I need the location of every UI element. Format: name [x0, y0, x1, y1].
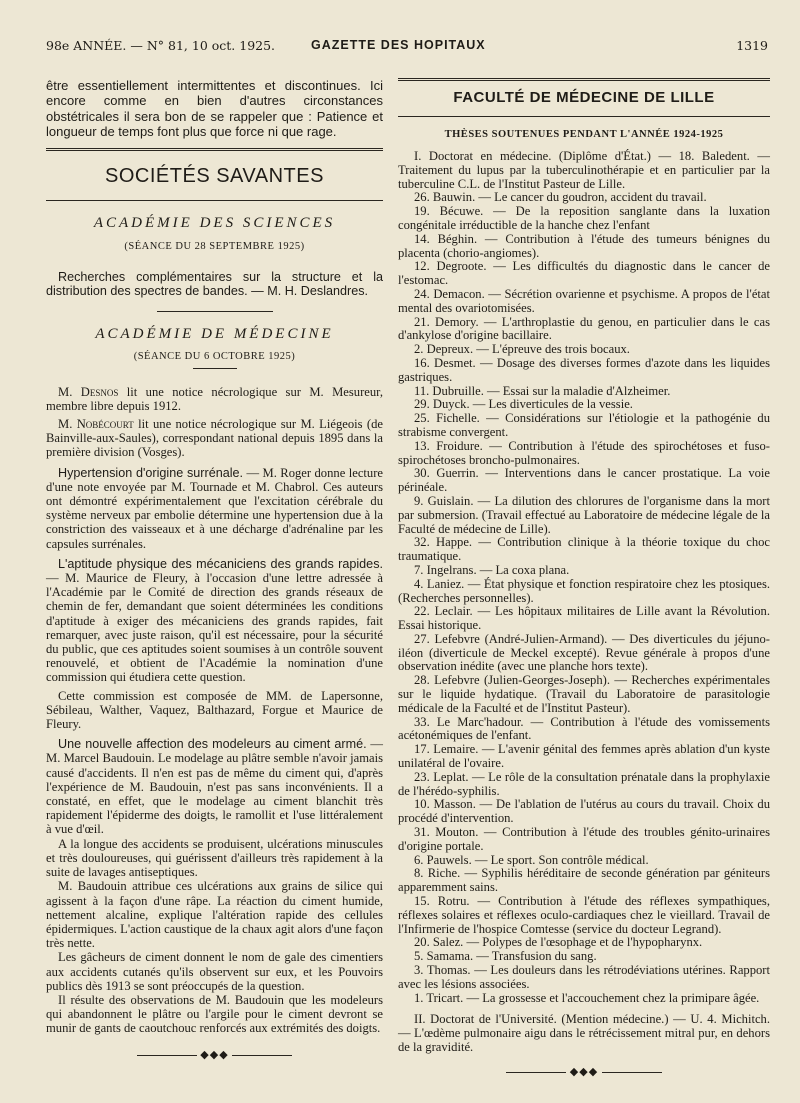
thesis-entry: 32. Happe. — Contribution clinique à la théorie toxique du choc traumatique.: [398, 535, 770, 564]
item-spectres-title: Recherches complémentaires sur la structure et la distribution des spectres de bandes.: [46, 270, 383, 299]
ciment-paragraph-2: A la longue des accidents se produisent, ulcérations minuscules et très douloureuses, qui guérissent d'ailleurs très rapidement à la suite de lavages antiseptiques.: [46, 836, 383, 880]
hypertension-title: Hypertension d'origine surrénale.: [58, 465, 244, 480]
item-ciment: [46, 737, 383, 836]
seance-medecine: (SÉANCE DU 6 OCTOBRE 1925): [133, 350, 296, 362]
issue-info: 98e ANNÉE. — N° 81, 10 oct. 1925.: [46, 38, 276, 53]
thesis-entry: 14. Béghin. — Contribution à l'étude des tumeurs bénignes du placenta (chorio-angiomes).: [398, 231, 770, 260]
thesis-entry: 31. Mouton. — Contribution à l'étude des troubles génito-urinaires d'origine portale.: [398, 825, 770, 853]
thesis-entry: 3. Thomas. — Les douleurs dans les rétrodéviations utérines. Rapport avec les lésions associées.: [398, 963, 770, 991]
thesis-entry: 13. Froidure. — Contribution à l'étude des spirochétoses et fuso-spirochétoses broncho-pulmonaires.: [398, 438, 770, 467]
ciment-title: Une nouvelle affection des modeleurs au ciment armé.: [58, 737, 367, 752]
ciment-paragraph-4: Les gâcheurs de ciment donnent le nom de gale des cimentiers aux accidents cutanés qu'ils observent sur eux, et les Pouvoirs publics dès 1913 se sont préoccupés de la question.: [46, 950, 383, 993]
notice-nobecourt: [46, 417, 383, 460]
ciment-paragraph-5: Il résulte des observations de M. Baudouin que les modeleurs qui abandonnent le plâtre ou l'argile pour le ciment devront se munir de gants de caoutchouc renforcés aux extrémités des doigts.: [46, 992, 383, 1036]
hypertension-text: — M. Roger donne lecture d'une note envoyée par M. Tournade et M. Chabrol. Ces auteurs ont démontré expérimentalement que l'excitation cérébrale du système nerveux par embolie détermine une hypertension due à la constriction des vaisseaux et à une décharge d'adrénaline par les capsules surrénales.: [46, 465, 383, 551]
thesis-entry: 10. Masson. — De l'ablation de l'utérus au cours du travail. Choix du procédé d'intervention.: [398, 797, 770, 826]
commission-paragraph: Cette commission est composée de MM. de Lapersonne, Sébileau, Walther, Vaquez, Balthazard, Forgue et Maurice de Fleury.: [46, 688, 383, 732]
thesis-entry: I. Doctorat en médecine. (Diplôme d'État.) — 18. Baledent. — Traitement du lupus par la tuberculinothérapie et en particulier par la tuberculine C.L. de l'Institut Pasteur de Lille.: [398, 149, 770, 191]
item-spectres-author: — M. H. Deslandres.: [247, 284, 368, 299]
faculty-title: FACULTÉ DE MÉDECINE DE LILLE: [453, 89, 715, 106]
academy-medecine-title: ACADÉMIE DE MÉDECINE: [95, 325, 334, 342]
notice-nobecourt-text: lit une notice nécrologique sur M. Liégeois (de Bainville-aux-Saules), correspondant national depuis 1895 dans la première division (Vosges).: [46, 417, 383, 460]
thesis-entry: 20. Salez. — Polypes de l'œsophage et de l'hypopharynx.: [414, 935, 703, 950]
page-header: [46, 38, 768, 56]
left-column: [46, 78, 383, 1061]
thesis-entry: 24. Demacon. — Sécrétion ovarienne et psychisme. A propos de l'état mental des ovariotomisées.: [398, 286, 770, 315]
thesis-entry: 27. Lefebvre (André-Julien-Armand). — Des diverticules du jéjuno-iléon (diverticule de Meckel excepté). Revue générale à propos d'une observation inédite (avec une planche hors texte).: [398, 631, 770, 674]
academy-sciences-title: ACADÉMIE DES SCIENCES: [93, 215, 336, 232]
page-number: 1319: [736, 38, 768, 53]
thesis-entry: 8. Riche. — Syphilis héréditaire de seconde génération par géniteurs apparemment sains.: [398, 866, 770, 895]
intro-paragraph: être essentiellement intermittentes et discontinues. Ici encore comme en bien d'autres circonstances obstétricales il sera bon de se rappeler que : Patience et longueur de temps font plus que force ni que rage.: [46, 78, 383, 139]
item-hypertension: [46, 466, 383, 551]
thesis-entry: 28. Lefebvre (Julien-Georges-Joseph). — Recherches expérimentales sur le liquide hydatique. (Travail du Laboratoire de parasitologie médicale de la Faculté et de l'Institut Pasteur).: [398, 673, 770, 715]
end-ornament-right: ◆◆◆: [398, 1065, 770, 1078]
mecaniciens-text: — M. Maurice de Fleury, à l'occasion d'une lettre adressée à l'Académie par le Comité de direction des grands réseaux de chemin de fer, demandant que soient déterminées les conditions d'aptitude à exiger des mécaniciens des grands rapides, fait remarquer, avec juste raison, qu'il est nécessaire, pour la sécurité du public, que ces aptitudes soient soumises à un contrôle souvent renouvelé, et obtient de l'Académie la nomination d'une commission qui étudiera cette question.: [46, 571, 383, 685]
right-column: [398, 78, 770, 1078]
thesis-entry: 30. Guerrin. — Interventions dans le cancer prostatique. La voie périnéale.: [398, 466, 770, 495]
journal-title: GAZETTE DES HOPITAUX: [311, 38, 486, 52]
thesis-entry: 23. Leplat. — Le rôle de la consultation prénatale dans la prophylaxie de l'hérédo-syphilis.: [398, 769, 770, 798]
thesis-entry: 12. Degroote. — Les difficultés du diagnostic dans le cancer de l'estomac.: [398, 259, 770, 288]
thesis-entry: 4. Laniez. — État physique et fonction respiratoire chez les ptosiques. (Recherches personnelles).: [398, 576, 770, 605]
item-mecaniciens: [46, 557, 383, 685]
thesis-entry: 33. Le Marc'hadour. — Contribution à l'étude des vomissements acétonémiques de l'enfant.: [398, 714, 770, 743]
ciment-text: — M. Marcel Baudouin. Le modelage au plâtre semble n'avoir jamais causé d'accidents. Il n'en est pas de même du ciment qui, d'après l'expérience de M. Baudouin, n'est pas sans inconvénients. Il a constaté, en effet, que le modelage au ciment blanchit très rapidement l'épiderme des doigts, le ramollit et l'use littéralement à vue d'œil.: [46, 737, 383, 837]
thesis-entry: 1. Tricart. — La grossesse et l'accouchement chez la primipare âgée.: [414, 990, 760, 1005]
thesis-entry: 25. Fichelle. — Considérations sur l'étiologie et la pathogénie du strabisme convergent.: [398, 411, 770, 439]
ciment-paragraph-3: M. Baudouin attribue ces ulcérations aux grains de silice qui agissent à la façon d'une râpe. La réaction du ciment humide, nettement alcaline, explique l'altération rapide des cellules épidermiques. L'action caustique de la chaux agit alors d'une façon très nette.: [46, 879, 383, 951]
thesis-entry: 26. Bauwin. — Le cancer du goudron, accident du travail.: [414, 190, 707, 205]
thesis-entry: 29. Duyck. — Les diverticules de la vessie.: [414, 397, 633, 412]
thesis-entry: 21. Demory. — L'arthroplastie du genou, en particulier dans le cas d'ankylose d'origine bacillaire.: [398, 314, 770, 343]
doctorat-universite: II. Doctorat de l'Université. (Mention médecine.) — U. 4. Michitch. — L'œdème pulmonaire aigu dans le rétrécissement mitral pur, en dehors de la gravidité.: [398, 1012, 770, 1054]
section-title: SOCIÉTÉS SAVANTES: [105, 165, 324, 188]
thesis-entry: 9. Guislain. — La dilution des chlorures de l'organisme dans la mort par submersion. (Travail effectué au Laboratoire de médecine légale de la Faculté de médecine de Lille).: [398, 493, 770, 536]
thesis-entry: 22. Leclair. — Les hôpitaux militaires de Lille avant la Révolution. Essai historique.: [398, 604, 770, 633]
notice-desnos-text: lit une notice nécrologique sur M. Mesureur, membre libre depuis 1912.: [46, 384, 383, 413]
thesis-entry: 2. Depreux. — L'épreuve des trois bocaux.: [414, 342, 630, 357]
thesis-entry: 19. Bécuwe. — De la reposition sanglante dans la luxation congénitale irréductible de la hanche chez l'enfant: [398, 204, 770, 232]
notice-desnos: [46, 385, 383, 413]
mecaniciens-title: L'aptitude physique des mécaniciens des grands rapides.: [58, 556, 383, 571]
theses-title: THÈSES SOUTENUES PENDANT L'ANNÉE 1924-1925: [444, 129, 724, 140]
name-desnos: M. Desnos: [58, 384, 119, 399]
name-nobecourt: M. Nobécourt: [58, 417, 134, 431]
thesis-entry: 5. Samama. — Transfusion du sang.: [414, 949, 597, 964]
end-ornament-left: ◆◆◆: [46, 1048, 383, 1061]
item-spectres: [46, 270, 383, 298]
thesis-entry: 7. Ingelrans. — La coxa plana.: [414, 562, 570, 577]
thesis-entry: 16. Desmet. — Dosage des diverses formes d'azote dans les liquides gastriques.: [398, 355, 770, 384]
theses-list: [398, 150, 770, 1005]
thesis-entry: 6. Pauwels. — Le sport. Son contrôle médical.: [414, 852, 649, 867]
thesis-entry: 15. Rotru. — Contribution à l'étude des réflexes sympathiques, réflexes solaires et réflexes oculo-cardiaques chez le vieillard. Travail de l'Infirmerie de l'hospice Comtesse (service du docteur Legrand).: [398, 894, 770, 936]
seance-sciences: (SÉANCE DU 28 SEPTEMBRE 1925): [124, 241, 305, 253]
thesis-entry: 17. Lemaire. — L'avenir génital des femmes après ablation d'un kyste unilatéral de l'ovaire.: [398, 742, 770, 771]
thesis-entry: 11. Dubruille. — Essai sur la maladie d'Alzheimer.: [414, 383, 671, 398]
